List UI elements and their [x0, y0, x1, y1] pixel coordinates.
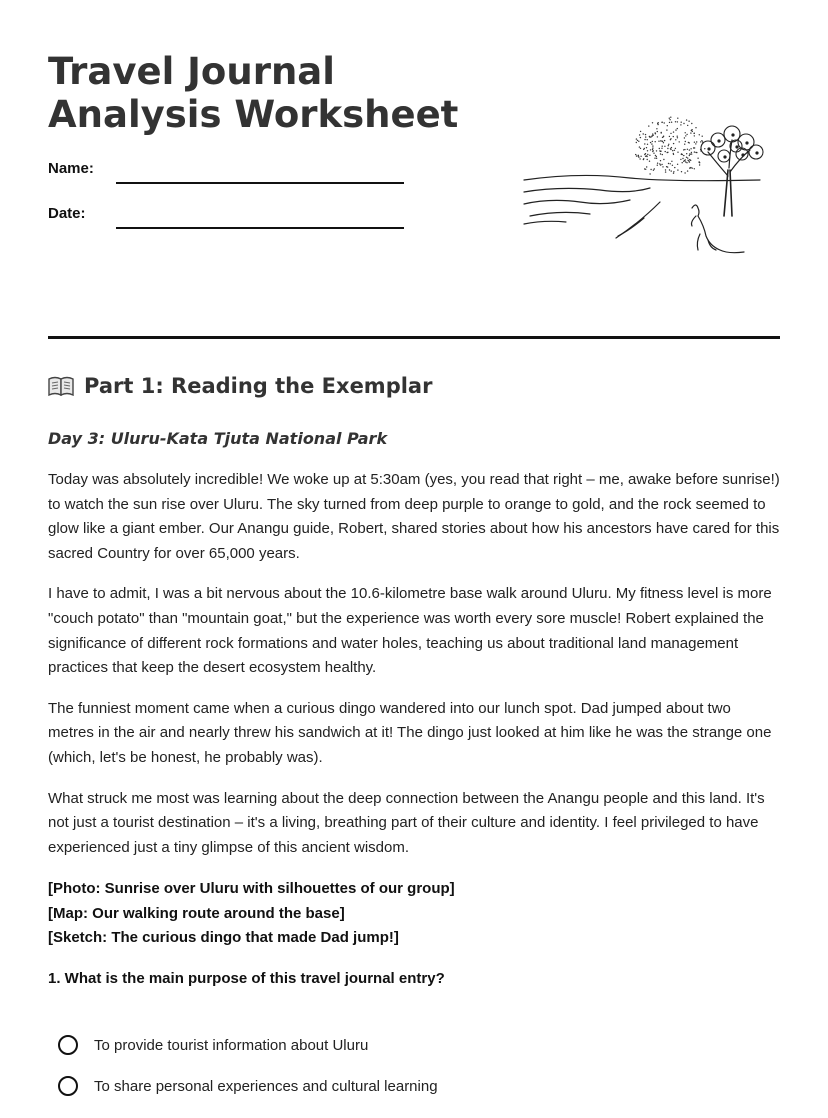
sun-stipple — [635, 117, 706, 175]
name-label: Name: — [48, 160, 94, 177]
journal-paragraph: What struck me most was learning about the deep connection between the Anangu people and this land. It's not just a tourist destination – it's a living, breathing part of their culture and identity. I feel privileged to have experienced just a tiny glimpse of this ancient wisdom. — [48, 789, 765, 856]
journal-paragraph: Today was absolutely incredible! We woke up at 5:30am (yes, you read that right – me, awake before sunrise!) to watch the sun rise over Uluru. The sky turned from deep purple to orange to gold, and the rock seemed to glow like a giant ember. Our Anangu guide, Robert, shared stories about how his ancestors have cared for this sacred Country for over 65,000 years. — [48, 471, 780, 562]
journal-entry-title: Day 3: Uluru-Kata Tjuta National Park — [48, 429, 388, 448]
sketch-placeholder: [Sketch: The curious dingo that made Dad jump!] — [48, 929, 399, 947]
option-label: To share personal experiences and cultural learning — [94, 1077, 438, 1095]
date-field[interactable] — [48, 205, 408, 229]
map-placeholder: [Map: Our walking route around the base] — [48, 904, 345, 922]
date-input-line[interactable] — [116, 227, 404, 229]
part1-heading-text: Part 1: Reading the Exemplar — [84, 374, 433, 398]
worksheet-title: Travel Journal Analysis Worksheet — [48, 50, 459, 136]
book-icon — [48, 376, 74, 396]
media-placeholders — [48, 877, 455, 951]
photo-placeholder: [Photo: Sunrise over Uluru with silhouettes of our group] — [48, 880, 455, 897]
question-1-option-a[interactable] — [58, 1035, 368, 1055]
radio-button[interactable] — [58, 1076, 78, 1096]
date-label: Date: — [48, 205, 86, 222]
section-divider — [48, 336, 780, 339]
question-1-option-b[interactable] — [58, 1076, 438, 1096]
outback-landscape-illustration — [520, 112, 770, 262]
name-field[interactable] — [48, 160, 408, 184]
tree-canopy — [701, 126, 763, 162]
name-input-line[interactable] — [116, 182, 404, 184]
option-label: To provide tourist information about Uluru — [94, 1036, 369, 1054]
question-1-text: 1. What is the main purpose of this travel journal entry? — [48, 970, 445, 987]
radio-button[interactable] — [58, 1035, 78, 1055]
journal-entry-body — [48, 468, 780, 876]
part1-heading — [48, 374, 432, 398]
journal-paragraph: I have to admit, I was a bit nervous about the 10.6-kilometre base walk around Uluru. My fitness level is more "couch potato" than "mountain goat," but the experience was worth every sore muscle! Robert explained the significance of different rock formations and water holes, teaching us about traditional land management practices that keep the desert ecosystem healthy. — [48, 585, 772, 677]
journal-paragraph: The funniest moment came when a curious dingo wandered into our lunch spot. Dad jumped about two metres in the air and nearly threw his sandwich at it! The dingo just looked at him like he was the strange one (which, let's be honest, he probably was). — [48, 699, 772, 766]
